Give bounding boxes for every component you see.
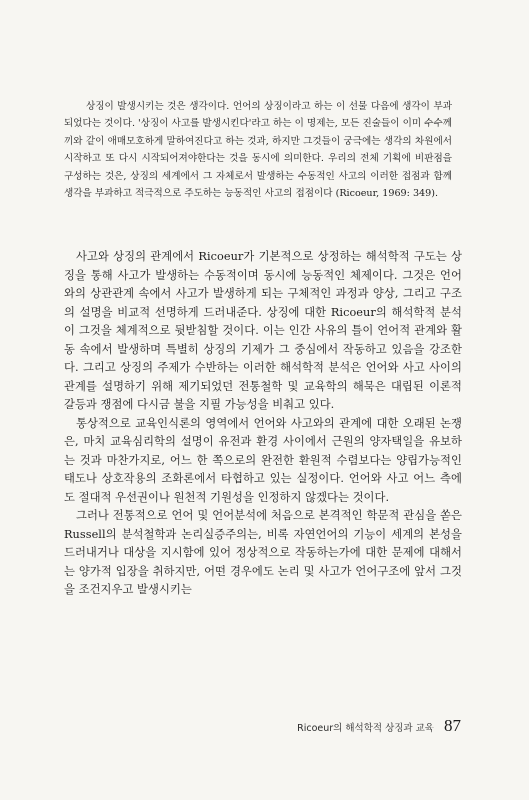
running-head: Ricoeur의 해석학적 상징과 교육 xyxy=(297,723,434,734)
paragraph-3: 그러나 전통적으로 언어 및 언어분석에 처음으로 본격적인 학문적 관심을 쏟은 Russell의 분석철학과 논리실증주의는, 비록 자연언어의 기능이 세계의 본성을 드러내거나 대상을 지시함에 있어 정상적으로 작동하는가에 대한 문제에 대해서는 양가적 입장을 취하지만, 어떤 경우에도 논리 및 사고가 언어구조에 앞서 그것을 조건지우고 발생시키는 xyxy=(64,509,462,596)
page-footer xyxy=(297,716,461,736)
paragraph-1: 사고와 상징의 관계에서 Ricoeur가 기본적으로 상정하는 해석학적 구도는 상징을 통해 사고가 발생하는 수동적이며 동시에 능동적인 체제이다. 그것은 언어와의 상관관계 속에서 사고가 발생하게 되는 구체적인 과정과 양상, 그리고 구조의 설명을 비교적 선명하게 드러내준다. 상징에 대한 Ricoeur의 해석학적 분석이 그것을 체계적으로 뒷받침할 것이다. 이는 인간 사유의 틀이 언어적 관계와 활동 속에서 발생하며 특별히 상징의 기제가 그 중심에서 작동하고 있음을 강조한다. 그리고 상징의 주제가 수반하는 이러한 해석학적 분석은 언어와 사고 사이의 관계를 설명하기 위해 제기되었던 전통철학 및 교육학의 해묵은 대립된 이론적 갈등과 쟁점에 다시금 불을 지필 가능성을 비춰고 있다. xyxy=(64,250,462,411)
body-text xyxy=(64,248,462,600)
paragraph-2: 통상적으로 교육인식론의 영역에서 언어와 사고와의 관계에 대한 오래된 논쟁은, 마치 교육심리학의 설명이 유전과 환경 사이에서 근원의 양자택일을 유보하는 것과 마찬가지로, 어느 한 쪽으로의 완전한 환원적 수렴보다는 양립가능적인 태도나 상호작용의 조화론에서 타협하고 있는 실정이다. 언어와 사고 어느 측에도 절대적 우선권이나 원천적 기원성을 인정하지 않겠다는 것이다. xyxy=(64,416,462,504)
page-number: 87 xyxy=(444,716,461,735)
block-quote: 상징이 발생시키는 것은 생각이다. 언어의 상징이라고 하는 이 선물 다음에 생각이 부과되었다는 것이다. '상징이 사고를 발생시킨다'라고 하는 이 명제는, 모든 진술들이 이미 수수께끼와 같이 애매모호하게 말하여진다고 하는 것과, 하지만 그것들이 궁극에는 생각의 차원에서 시작하고 또 다시 시작되어져야한다는 것을 동시에 의미한다. 우리의 전체 기획에 비판점을 구성하는 것은, 상징의 세계에서 그 자체로서 발생하는 수동적인 사고의 이러한 접점과 함께 생각을 부과하고 적극적으로 주도하는 능동적인 사고의 접점이다 (Ricoeur, 1969: 349). xyxy=(64,101,452,200)
